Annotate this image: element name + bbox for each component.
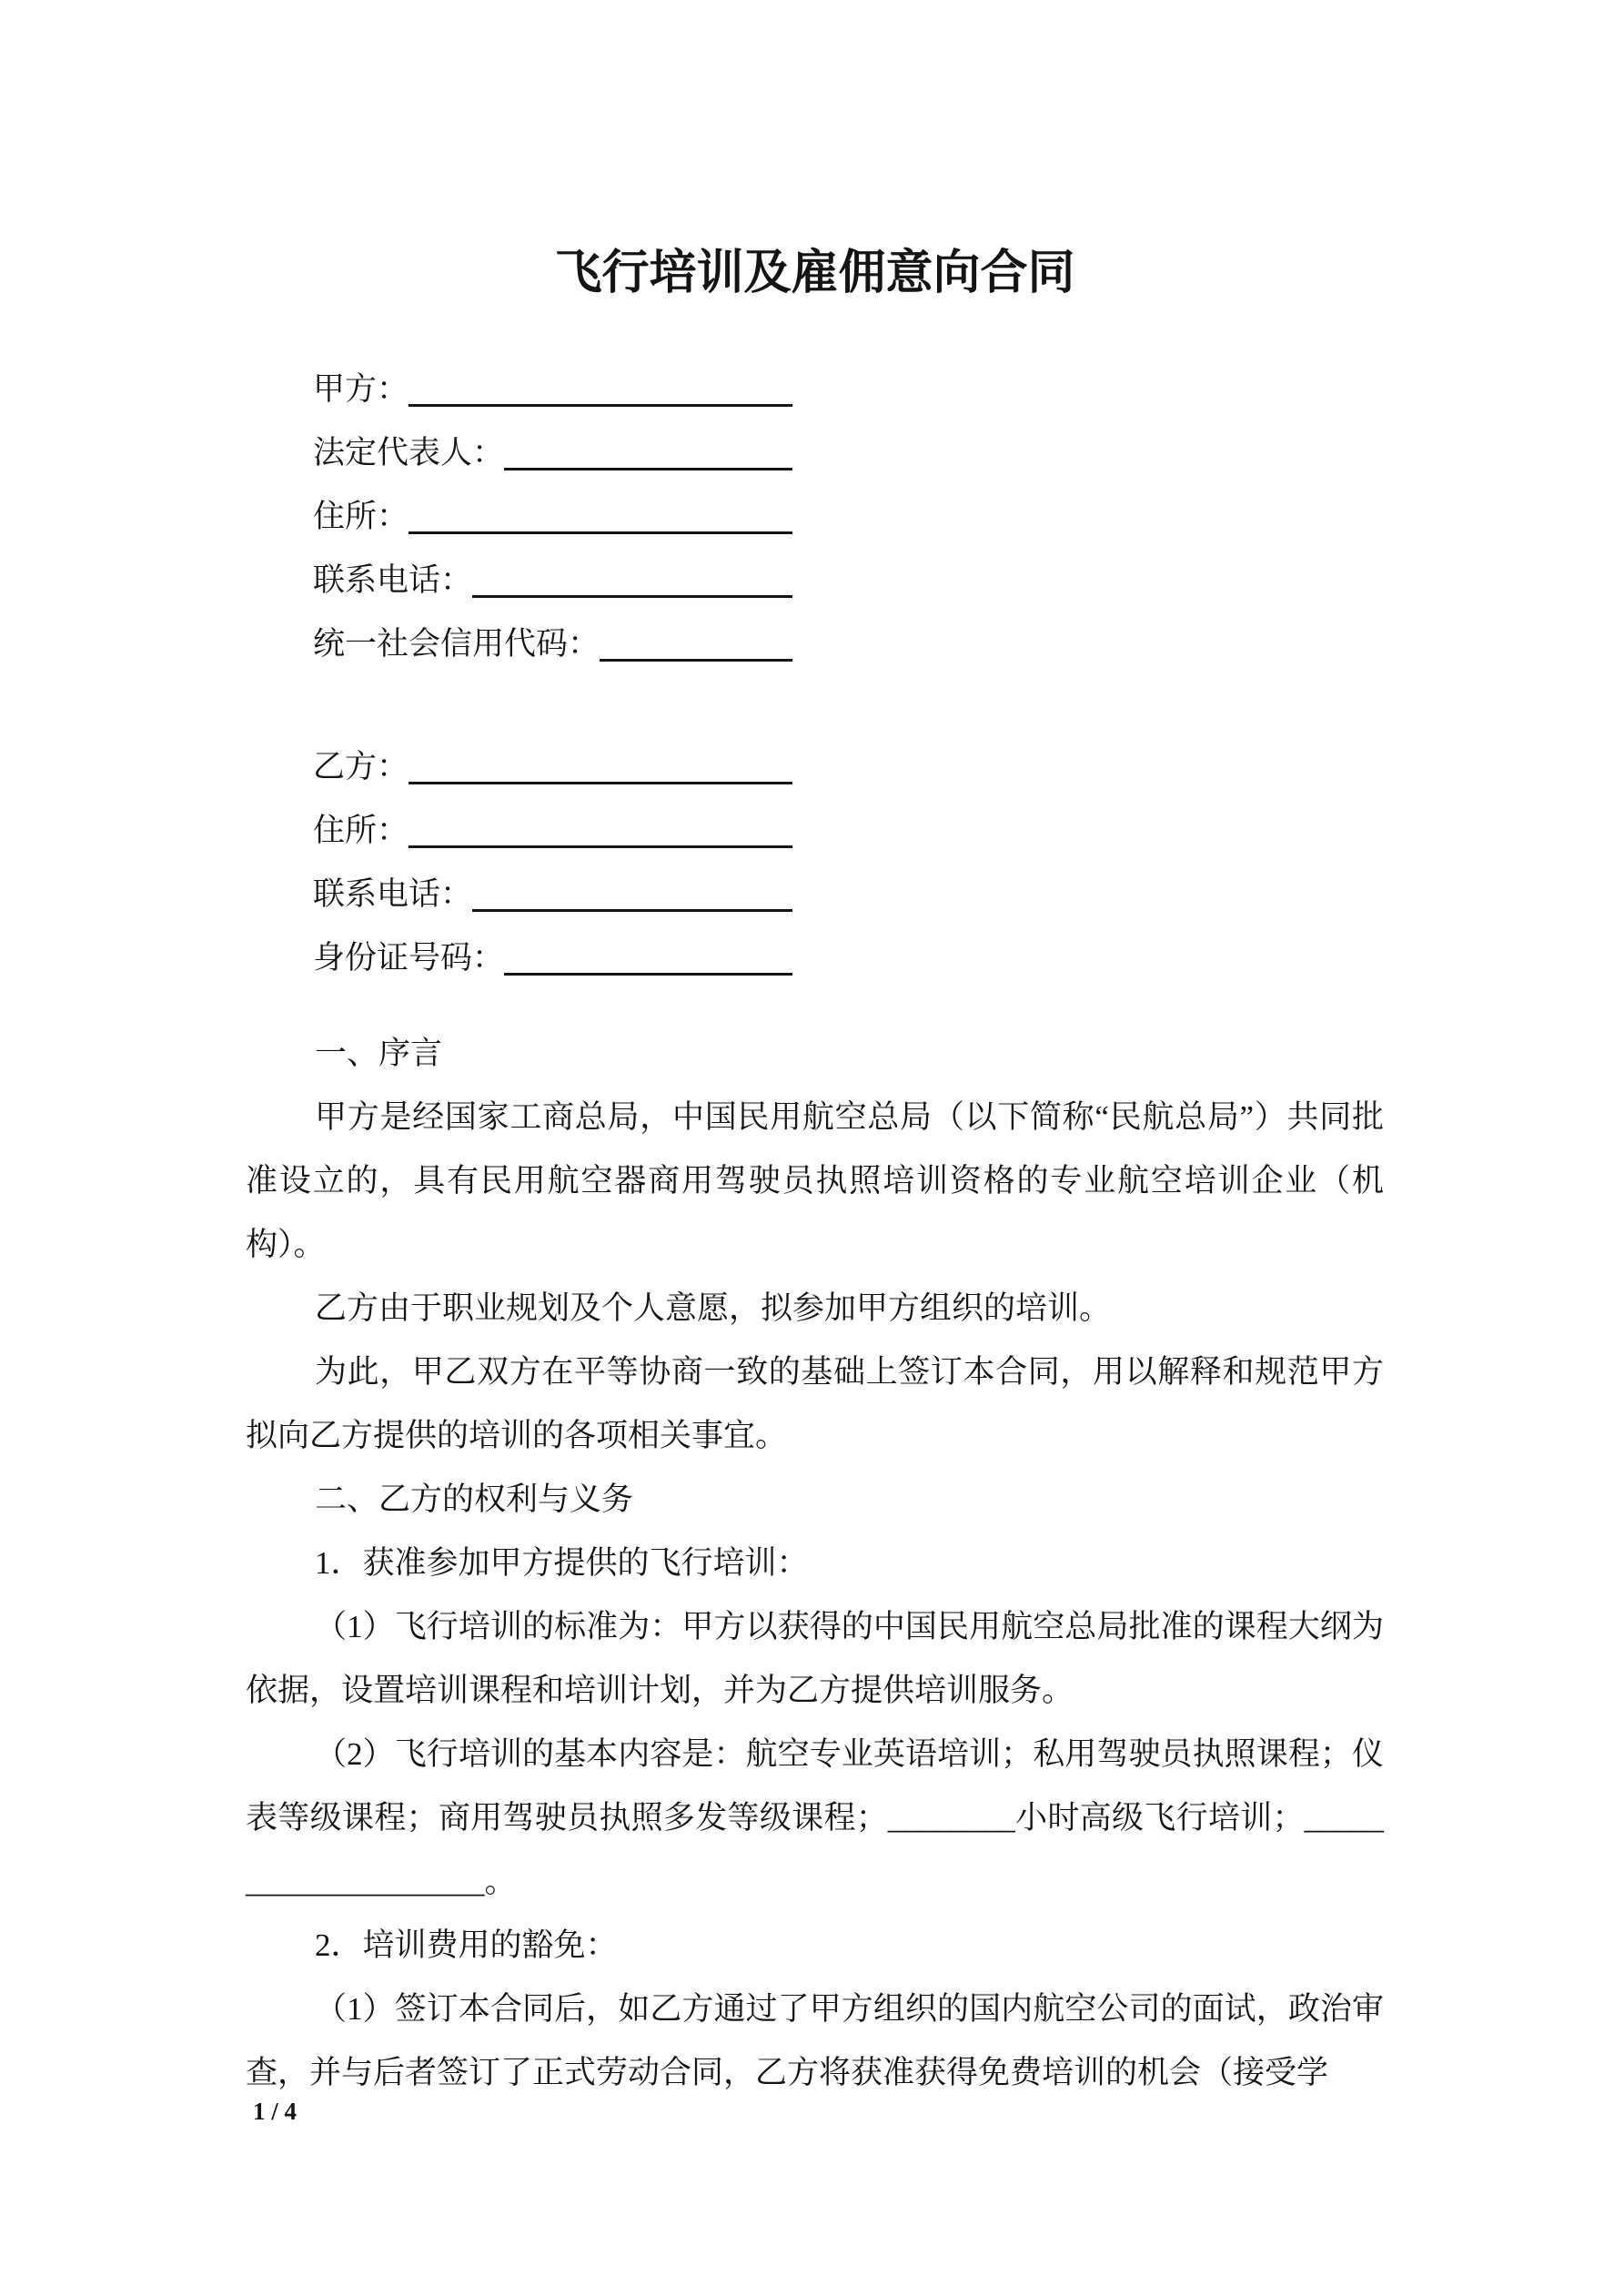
field-label-party-a-credit-code: 统一社会信用代码：: [313, 626, 600, 662]
blank-line-party-a-address: [409, 485, 792, 534]
field-label-party-b-id-number: 身份证号码：: [313, 940, 505, 976]
item-flight-training: 1．获准参加甲方提供的飞行培训：: [315, 1545, 809, 1581]
field-label-party-a-name: 甲方：: [313, 371, 409, 407]
field-row-party-a-legal-rep: [313, 421, 792, 485]
field-row-party-b-phone: [313, 863, 792, 926]
blank-line-party-b-id-number: [504, 926, 792, 976]
blank-line-party-a-name: [409, 358, 792, 407]
field-label-party-a-address: 住所：: [313, 499, 409, 534]
document-content: [246, 0, 1384, 2105]
field-row-party-a-credit-code: [313, 612, 792, 676]
field-label-party-b-address: 住所：: [313, 813, 409, 848]
blank-line-party-a-phone: [472, 549, 792, 598]
blank-line-party-b-phone: [472, 863, 792, 912]
para-party-a-description: 甲方是经国家工商总局，中国民用航空总局（以下简称“民航总局”）共同批准设立的，具有民用航空器商用驾驶员执照培训资格的专业航空培训企业（机构）。: [246, 1099, 1384, 1262]
field-row-party-a-address: [313, 485, 792, 549]
document-title: 飞行培训及雇佣意向合同: [554, 247, 1075, 299]
party-b-fields: [246, 735, 1384, 990]
party-a-fields: [246, 358, 1384, 676]
heading-party-b-rights: 二、乙方的权利与义务: [315, 1482, 634, 1517]
blank-line-party-a-legal-rep: [504, 421, 792, 470]
item-fee-waiver: 2．培训费用的豁免：: [315, 1927, 618, 1963]
item-free-training-condition: （1）签订本合同后，如乙方通过了甲方组织的国内航空公司的面试，政治审查，并与后者签订了正式劳动合同，乙方将获准获得免费培训的机会（接受学: [246, 1991, 1384, 2090]
heading-preface: 一、序言: [315, 1036, 443, 1071]
page-number: 1 / 4: [253, 2098, 298, 2125]
para-party-b-intent: 乙方由于职业规划及个人意愿，拟参加甲方组织的培训。: [315, 1290, 1112, 1326]
blank-line-party-b-name: [409, 735, 792, 784]
item-training-standard: （1）飞行培训的标准为：甲方以获得的中国民用航空总局批准的课程大纲为依据，设置培训课程和培训计划，并为乙方提供培训服务。: [246, 1609, 1384, 1708]
field-label-party-a-phone: 联系电话：: [313, 562, 473, 598]
para-contract-purpose: 为此，甲乙双方在平等协商一致的基础上签订本合同，用以解释和规范甲方拟向乙方提供的培训的各项相关事宜。: [246, 1354, 1384, 1453]
field-label-party-b-phone: 联系电话：: [313, 876, 473, 912]
contract-body: [246, 1022, 1384, 2105]
field-row-party-a-phone: [313, 549, 792, 612]
field-label-party-b-name: 乙方：: [313, 749, 409, 784]
field-row-party-b-id-number: [313, 926, 792, 990]
field-row-party-b-address: [313, 799, 792, 863]
item-training-content: （2）飞行培训的基本内容是：航空专业英语培训；私用驾驶员执照课程；仪表等级课程；商用驾驶员执照多发等级课程；________小时高级飞行培训；____________________。: [246, 1736, 1384, 1899]
field-row-party-a-name: [313, 358, 792, 421]
blank-line-party-b-address: [409, 799, 792, 848]
blank-line-party-a-credit-code: [600, 612, 792, 662]
field-row-party-b-name: [313, 735, 792, 799]
field-label-party-a-legal-rep: 法定代表人：: [313, 435, 505, 470]
